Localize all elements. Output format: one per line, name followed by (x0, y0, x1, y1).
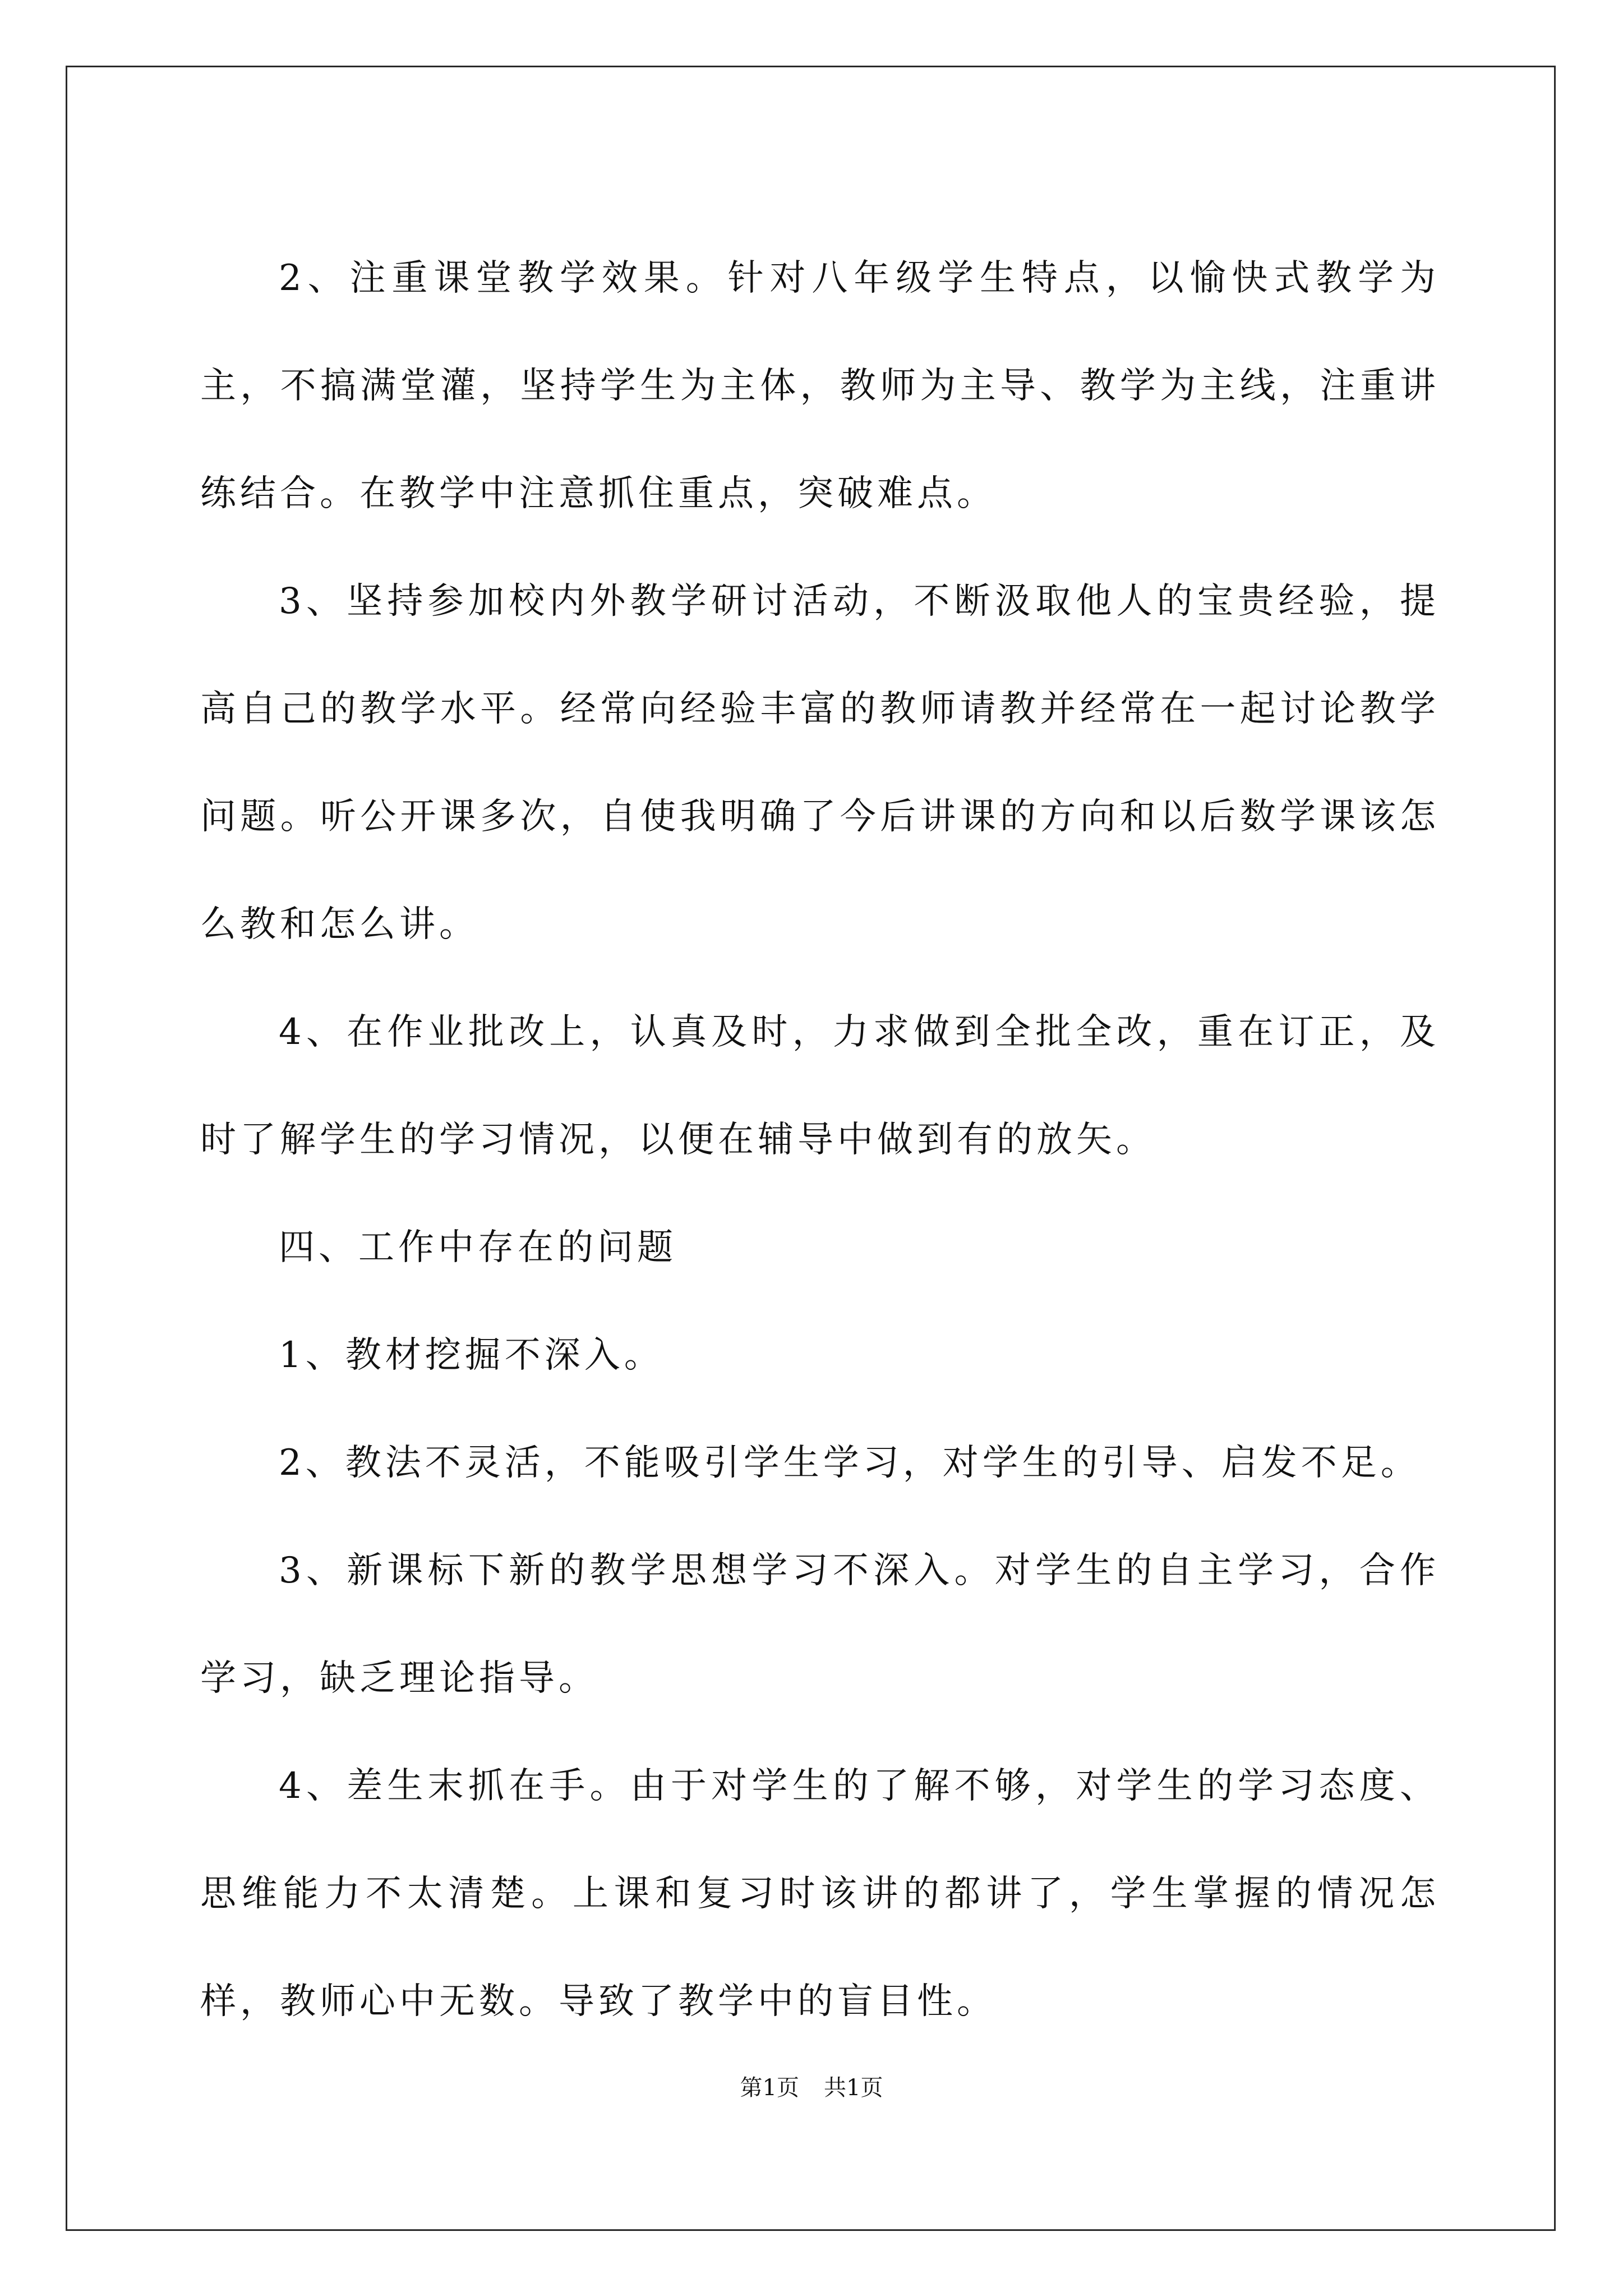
problem-item-4: 4、差生末抓在手。由于对学生的了解不够，对学生的学习态度、思维能力不太清楚。上课和复习时该讲的都讲了，学生掌握的情况怎样，教师心中无数。导致了教学中的盲目性。 (200, 1765, 1440, 2022)
document-body (200, 224, 1440, 2055)
problem-item-3: 3、新课标下新的教学思想学习不深入。对学生的自主学习，合作学习，缺乏理论指导。 (200, 1550, 1440, 1699)
page-footer (0, 2072, 1623, 2104)
problem-item-1: 1、教材挖掘不深入。 (279, 1335, 664, 1376)
paragraph-teaching-effect: 2、注重课堂教学效果。针对八年级学生特点，以愉快式教学为主，不搞满堂灌，坚持学生为主体，教师为主导、教学为主线，注重讲练结合。在教学中注意抓住重点，突破难点。 (200, 257, 1440, 514)
paragraph-homework-correction: 4、在作业批改上，认真及时，力求做到全批全改，重在订正，及时了解学生的学习情况，以便在辅导中做到有的放矢。 (200, 1011, 1440, 1161)
section-heading-problems: 四、工作中存在的问题 (279, 1227, 677, 1268)
page-number-total: 共1页 (824, 2075, 883, 2101)
page-number-current: 第1页 (740, 2075, 799, 2101)
paragraph-teaching-research: 3、坚持参加校内外教学研讨活动，不断汲取他人的宝贵经验，提高自己的教学水平。经常向经验丰富的教师请教并经常在一起讨论教学问题。听公开课多次，自使我明确了今后讲课的方向和以后数学课该怎么教和怎么讲。 (200, 581, 1440, 945)
problem-item-2: 2、教法不灵活，不能吸引学生学习，对学生的引导、启发不足。 (279, 1442, 1421, 1484)
